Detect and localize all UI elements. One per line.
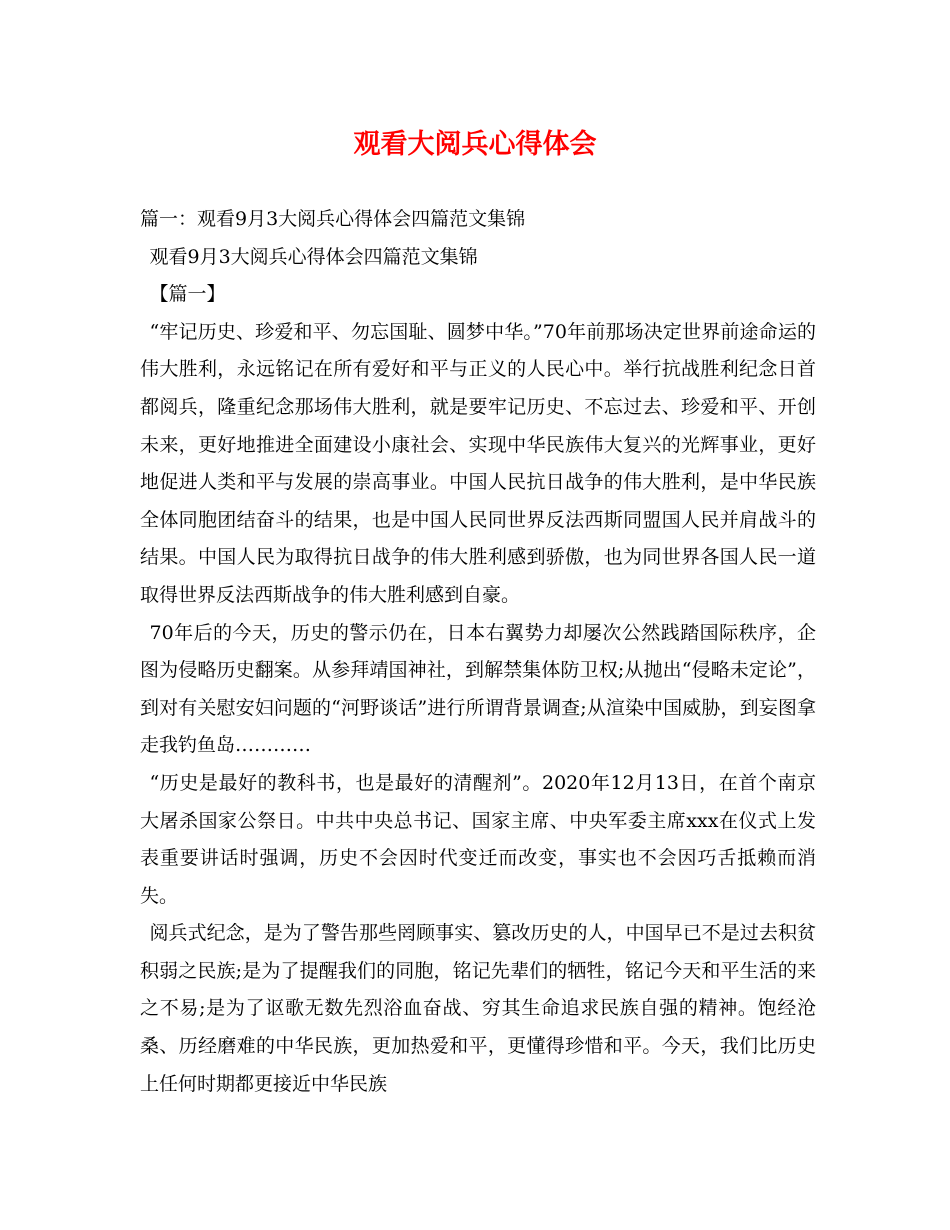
part-label: 【篇一】 (149, 283, 226, 306)
document-title: 观看大阅兵心得体会 (353, 129, 597, 160)
body-paragraph: 70年后的今天，历史的警示仍在，日本右翼势力却屡次公然践踏国际秩序，企图为侵略历史翻案。从参拜靖国神社，到解禁集体防卫权;从抛出“侵略未定论”，到对有关慰安妇问题的“河野谈话”进行所谓背景调查;从渲染中国威胁，到妄图拿走我钓鱼岛………… (140, 621, 816, 757)
document-body (140, 201, 816, 1103)
section-heading: 篇一：观看9月3大阅兵心得体会四篇范文集锦 (140, 208, 526, 230)
body-paragraph: “牢记历史、珍爱和平、勿忘国耻、圆梦中华。”70年前那场决定世界前途命运的伟大胜利，永远铭记在所有爱好和平与正义的人民心中。举行抗战胜利纪念日首都阅兵，隆重纪念那场伟大胜利，就是要牢记历史、不忘过去、珍爱和平、开创未来，更好地推进全面建设小康社会、实现中华民族伟大复兴的光辉事业，更好地促进人类和平与发展的崇高事业。中国人民抗日战争的伟大胜利，是中华民族全体同胞团结奋斗的结果，也是中国人民同世界反法西斯同盟国人民并肩战斗的结果。中国人民为取得抗日战争的伟大胜利感到骄傲，也为同世界各国人民一道取得世界反法西斯战争的伟大胜利感到自豪。 (140, 320, 816, 606)
body-paragraph: 阅兵式纪念，是为了警告那些罔顾事实、篡改历史的人，中国早已不是过去积贫积弱之民族;是为了提醒我们的同胞，铭记先辈们的牺牲，铭记今天和平生活的来之不易;是为了讴歌无数先烈浴血奋战、穷其生命追求民族自强的精神。饱经沧桑、历经磨难的中华民族，更加热爱和平，更懂得珍惜和平。今天，我们比历史上任何时期都更接近中华民族 (140, 922, 816, 1095)
body-paragraph: “历史是最好的教科书，也是最好的清醒剂”。2020年12月13日，在首个南京大屠杀国家公祭日。中共中央总书记、国家主席、中央军委主席xxx在仪式上发表重要讲话时强调，历史不会因时代变迁而改变，事实也不会因巧舌抵赖而消失。 (140, 771, 816, 907)
section-subheading: 观看9月3大阅兵心得体会四篇范文集锦 (149, 245, 478, 268)
